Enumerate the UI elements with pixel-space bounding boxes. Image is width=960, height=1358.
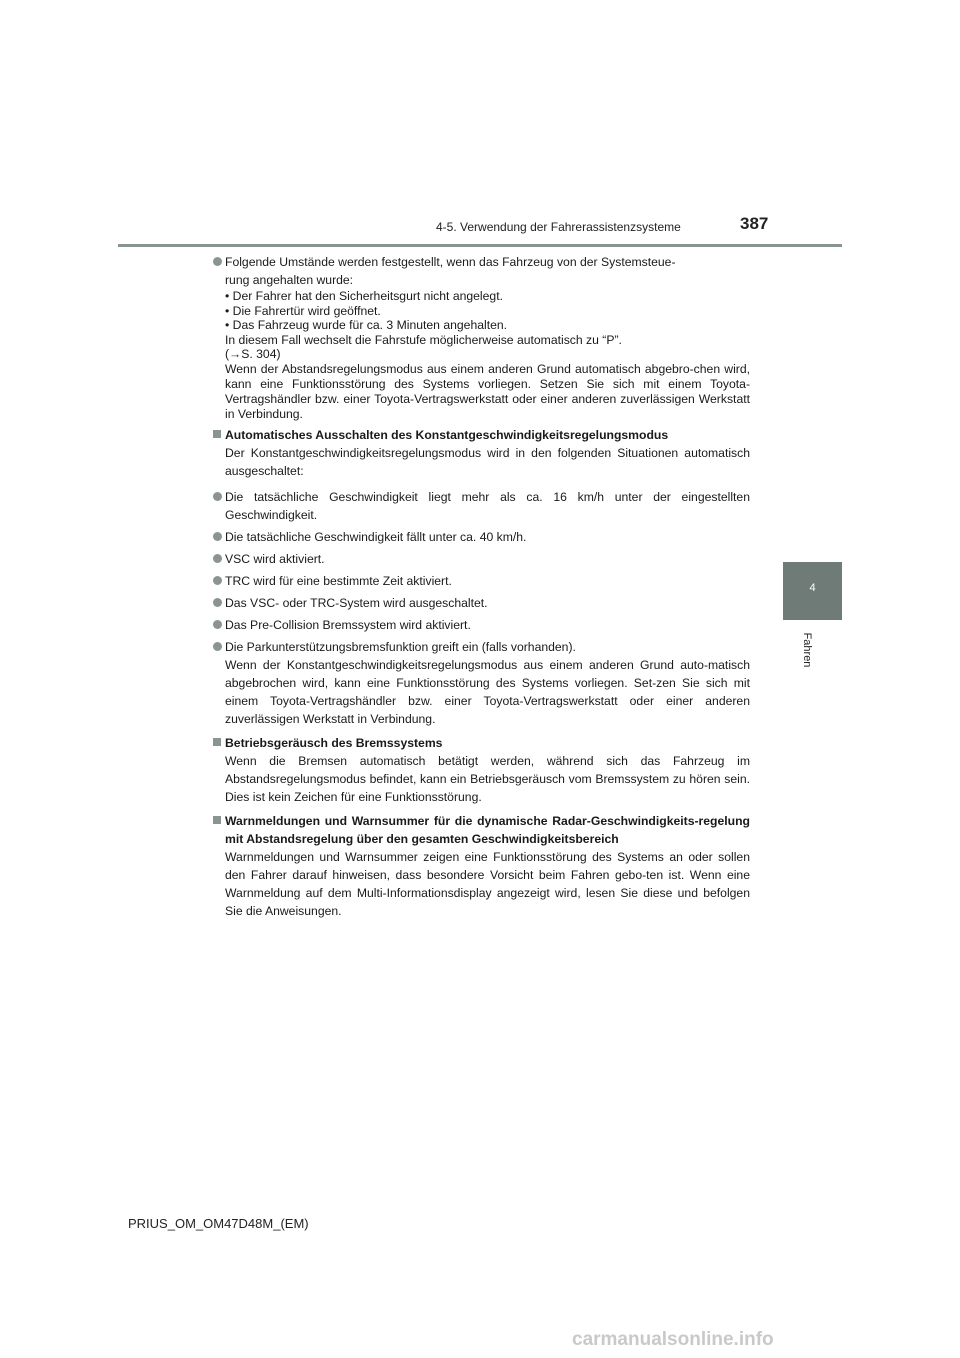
bullet-text: Die tatsächliche Geschwindigkeit fällt unter ca. 40 km/h. <box>225 529 527 544</box>
bullet-dot-icon <box>213 257 222 266</box>
bullet-text-continued: rung angehalten wurde: <box>225 273 354 287</box>
bullet-item <box>213 550 750 568</box>
bullet-dot-icon <box>213 576 222 585</box>
bullet-dot-icon <box>213 532 222 541</box>
bullet-item <box>213 528 750 546</box>
section-title: 4-5. Verwendung der Fahrerassistenzsysteme <box>436 220 681 234</box>
square-bullet-icon <box>213 816 221 824</box>
bullet-text: VSC wird aktiviert. <box>225 551 325 566</box>
section-heading-item <box>213 734 750 752</box>
bullet-text: Folgende Umstände werden festgestellt, wenn das Fahrzeug von der Systemsteue- <box>225 255 676 269</box>
watermark: carmanualsonline.info <box>572 1329 774 1350</box>
header-rule <box>118 244 842 247</box>
page-number: 387 <box>740 214 769 233</box>
bullet-dot-icon <box>213 598 222 607</box>
note-text: In diesem Fall wechselt die Fahrstufe möglicherweise automatisch zu “P”. <box>225 332 622 347</box>
sub-item: • Der Fahrer hat den Sicherheitsgurt nicht angelegt. <box>225 289 503 303</box>
chapter-number: 4 <box>809 582 816 594</box>
paragraph: Wenn die Bremsen automatisch betätigt werden, während sich das Fahrzeug im Abstandsregelungsmodus befindet, kann ein Betriebsgeräusch vom Bremssystem zu hören sein. Dies ist kein Zeichen für eine Funktionsstörung. <box>225 753 750 804</box>
bullet-item <box>213 638 750 656</box>
bullet-dot-icon <box>213 492 222 501</box>
section-heading-item <box>213 812 750 848</box>
bullet-text: Das VSC- oder TRC-System wird ausgeschaltet. <box>225 595 488 610</box>
sub-list <box>225 289 750 362</box>
bullet-text: Die tatsächliche Geschwindigkeit liegt mehr als ca. 16 km/h unter der eingestellten Geschwindigkeit. <box>225 489 750 522</box>
sub-item: • Die Fahrertür wird geöffnet. <box>225 303 381 318</box>
bullet-dot-icon <box>213 620 222 629</box>
chapter-label: Fahren <box>801 632 813 668</box>
bullet-item <box>213 488 750 524</box>
bullet-dot-icon <box>213 642 222 651</box>
bullet-item <box>213 616 750 634</box>
bullet-text: TRC wird für eine bestimmte Zeit aktiviert. <box>225 573 452 588</box>
section-heading: Betriebsgeräusch des Bremssystems <box>225 735 443 750</box>
paragraph: Der Konstantgeschwindigkeitsregelungsmodus wird in den folgenden Situationen automatisch ausgeschaltet: <box>225 445 750 478</box>
bullet-text: Das Pre-Collision Bremssystem wird aktiviert. <box>225 617 471 632</box>
chapter-tab <box>783 562 842 620</box>
section-heading: Automatisches Ausschalten des Konstantgeschwindigkeitsregelungsmodus <box>225 427 669 442</box>
section-heading-item <box>213 426 750 444</box>
page-reference: (→S. 304) <box>225 347 281 361</box>
square-bullet-icon <box>213 738 221 746</box>
page-content <box>213 253 750 920</box>
document-id: PRIUS_OM_OM47D48M_(EM) <box>128 1216 309 1231</box>
bullet-item <box>213 572 750 590</box>
sub-item: • Das Fahrzeug wurde für ca. 3 Minuten angehalten. <box>225 318 508 332</box>
paragraph: Wenn der Konstantgeschwindigkeitsregelungsmodus aus einem anderen Grund auto-matisch abgebrochen wird, kann eine Funktionsstörung des Systems vorliegen. Set-zen Sie sich mit einem Toyota-Vertragshändler bzw. einer Toyota-Vertragswerkstatt oder einer anderen zuverlässigen Werkstatt in Verbindung. <box>225 657 750 726</box>
bullet-item <box>213 594 750 612</box>
bullet-text: Die Parkunterstützungsbremsfunktion greift ein (falls vorhanden). <box>225 639 576 654</box>
bullet-item <box>213 253 750 362</box>
section-heading: Warnmeldungen und Warnsummer für die dynamische Radar-Geschwindigkeits-regelung mit Abstandsregelung über den gesamten Geschwindigkeitsbereich <box>225 813 750 846</box>
paragraph: Wenn der Abstandsregelungsmodus aus einem anderen Grund automatisch abgebro-chen wird, kann eine Funktionsstörung des Systems vorliegen. Setzen Sie sich mit einem Toyota-Vertragshändler bzw. einer Toyota-Vertragswerkstatt oder einer anderen zuverlässigen Werkstatt in Verbindung. <box>225 361 750 421</box>
square-bullet-icon <box>213 430 221 438</box>
paragraph: Warnmeldungen und Warnsummer zeigen eine Funktionsstörung des Systems an oder sollen den Fahrer darauf hinweisen, dass besondere Vorsicht beim Fahren gebo-ten ist. Wenn eine Warnmeldung auf dem Multi-Informationsdisplay angezeigt wird, lesen Sie diese und befolgen Sie die Anweisungen. <box>225 849 750 918</box>
bullet-dot-icon <box>213 554 222 563</box>
